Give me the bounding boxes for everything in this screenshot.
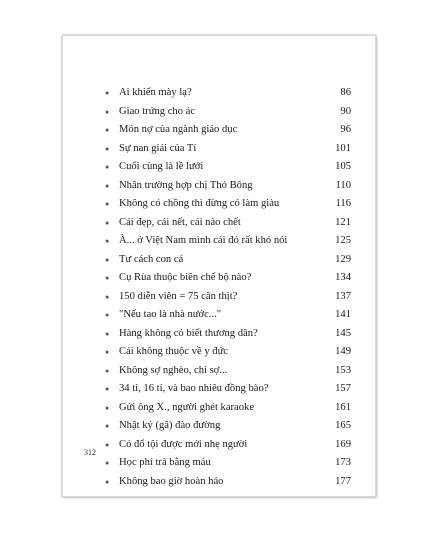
toc-entry-title: Hàng không có biết thương dân? <box>119 327 258 339</box>
bullet-icon: ● <box>105 311 110 319</box>
toc-entry <box>105 232 351 251</box>
toc-entry-page: 157 <box>335 383 351 394</box>
toc-entry-page: 90 <box>340 105 351 117</box>
toc-entry <box>105 436 351 455</box>
toc-entry <box>105 269 351 288</box>
toc-entry-title: Ai khiến mày lạ? <box>119 87 192 98</box>
toc-entry <box>105 251 351 270</box>
bullet-icon: ● <box>105 181 110 190</box>
toc-entry <box>105 343 351 362</box>
toc-entry-title: 150 diễn viên = 75 cân thịt? <box>119 290 238 302</box>
toc-entry-page: 165 <box>335 420 351 431</box>
toc-entry-title: "Nếu tao là nhà nước..." <box>119 309 222 320</box>
toc-entry-title: Cái đẹp, cái nết, cái nào chết <box>119 216 241 228</box>
toc-entry-page: 169 <box>335 438 351 450</box>
bullet-icon: ● <box>105 348 110 356</box>
toc-entry-title: Giao trứng cho ác <box>119 105 196 117</box>
toc-entry-page: 141 <box>335 309 351 320</box>
toc-entry-page: 145 <box>335 327 351 339</box>
toc-entry <box>105 473 351 492</box>
bullet-icon: ● <box>105 385 110 393</box>
bullet-icon: ● <box>105 89 110 97</box>
bullet-icon: ● <box>105 163 110 171</box>
bullet-icon: ● <box>105 422 110 430</box>
bullet-icon: ● <box>105 459 110 467</box>
toc-entry-page: 173 <box>335 457 351 468</box>
bullet-icon: ● <box>105 440 110 449</box>
toc-entry-title: Không có chồng thì đừng có làm giàu <box>119 198 280 209</box>
toc-entry <box>105 103 351 122</box>
toc-entry-title: Có đổ tội được mới nhẹ người <box>119 438 248 450</box>
bullet-icon: ● <box>105 292 110 301</box>
toc-entry-page: 161 <box>335 401 351 413</box>
toc-entry-title: Sự nan giải của Tí <box>119 142 197 154</box>
toc-entry-title: À... ở Việt Nam mình cái đó rất khó nói <box>119 235 288 246</box>
toc-entry-page: 137 <box>335 290 351 302</box>
toc-entry <box>105 362 351 381</box>
bullet-icon: ● <box>105 403 110 412</box>
toc-entry-page: 125 <box>335 235 351 246</box>
toc-entry-title: Món nợ của ngành giáo dục <box>119 124 238 135</box>
book-page <box>62 35 376 497</box>
toc-entry-title: Gửi ông X., người ghét karaoke <box>119 401 255 413</box>
bullet-icon: ● <box>105 329 110 338</box>
toc-entry <box>105 195 351 214</box>
toc-entry <box>105 454 351 473</box>
toc-entry <box>105 399 351 418</box>
bullet-icon: ● <box>105 237 110 245</box>
toc-entry-title: 34 tỉ, 16 tỉ, và bao nhiêu đồng bào? <box>119 383 269 394</box>
toc-entry-page: 86 <box>340 87 351 98</box>
bullet-icon: ● <box>105 477 110 486</box>
bullet-icon: ● <box>105 366 110 375</box>
toc-entry <box>105 325 351 344</box>
table-of-contents <box>105 84 351 491</box>
toc-entry-title: Tư cách con cá <box>119 253 184 265</box>
toc-entry-page: 134 <box>335 272 351 283</box>
toc-entry-page: 149 <box>335 346 351 357</box>
toc-entry <box>105 380 351 399</box>
bullet-icon: ● <box>105 218 110 227</box>
toc-entry-title: Không sợ nghèo, chỉ sợ... <box>119 364 228 376</box>
toc-entry-title: Cuối cùng là lề lưới <box>119 161 204 172</box>
toc-entry <box>105 214 351 233</box>
toc-entry <box>105 288 351 307</box>
toc-entry-page: 96 <box>340 124 351 135</box>
toc-entry-page: 121 <box>335 216 351 228</box>
bullet-icon: ● <box>105 144 110 153</box>
toc-entry <box>105 84 351 103</box>
toc-entry-title: Nhật ký (gã) đào đường <box>119 420 221 431</box>
toc-entry-page: 177 <box>335 475 351 487</box>
bullet-icon: ● <box>105 255 110 264</box>
toc-entry-page: 116 <box>335 198 351 209</box>
bullet-icon: ● <box>105 107 110 116</box>
toc-entry <box>105 417 351 436</box>
bullet-icon: ● <box>105 274 110 282</box>
toc-entry-title: Nhân trường hợp chị Thỏ Bông <box>119 179 253 191</box>
bullet-icon: ● <box>105 126 110 134</box>
toc-entry <box>105 140 351 159</box>
toc-entry-title: Cái không thuộc về y đức <box>119 346 229 357</box>
toc-entry-title: Không bao giờ hoàn hảo <box>119 475 224 487</box>
bullet-icon: ● <box>105 200 110 208</box>
toc-entry <box>105 158 351 177</box>
toc-entry-page: 129 <box>335 253 351 265</box>
page-number: 312 <box>84 448 96 457</box>
toc-entry <box>105 121 351 140</box>
toc-entry <box>105 306 351 325</box>
toc-entry-page: 153 <box>335 364 351 376</box>
toc-entry-page: 105 <box>335 161 351 172</box>
toc-entry <box>105 177 351 196</box>
toc-entry-page: 101 <box>335 142 351 154</box>
toc-entry-page: 110 <box>335 179 351 191</box>
toc-entry-title: Học phí trả bằng máu <box>119 457 211 468</box>
toc-entry-title: Cụ Rùa thuộc biên chế bộ nào? <box>119 272 252 283</box>
